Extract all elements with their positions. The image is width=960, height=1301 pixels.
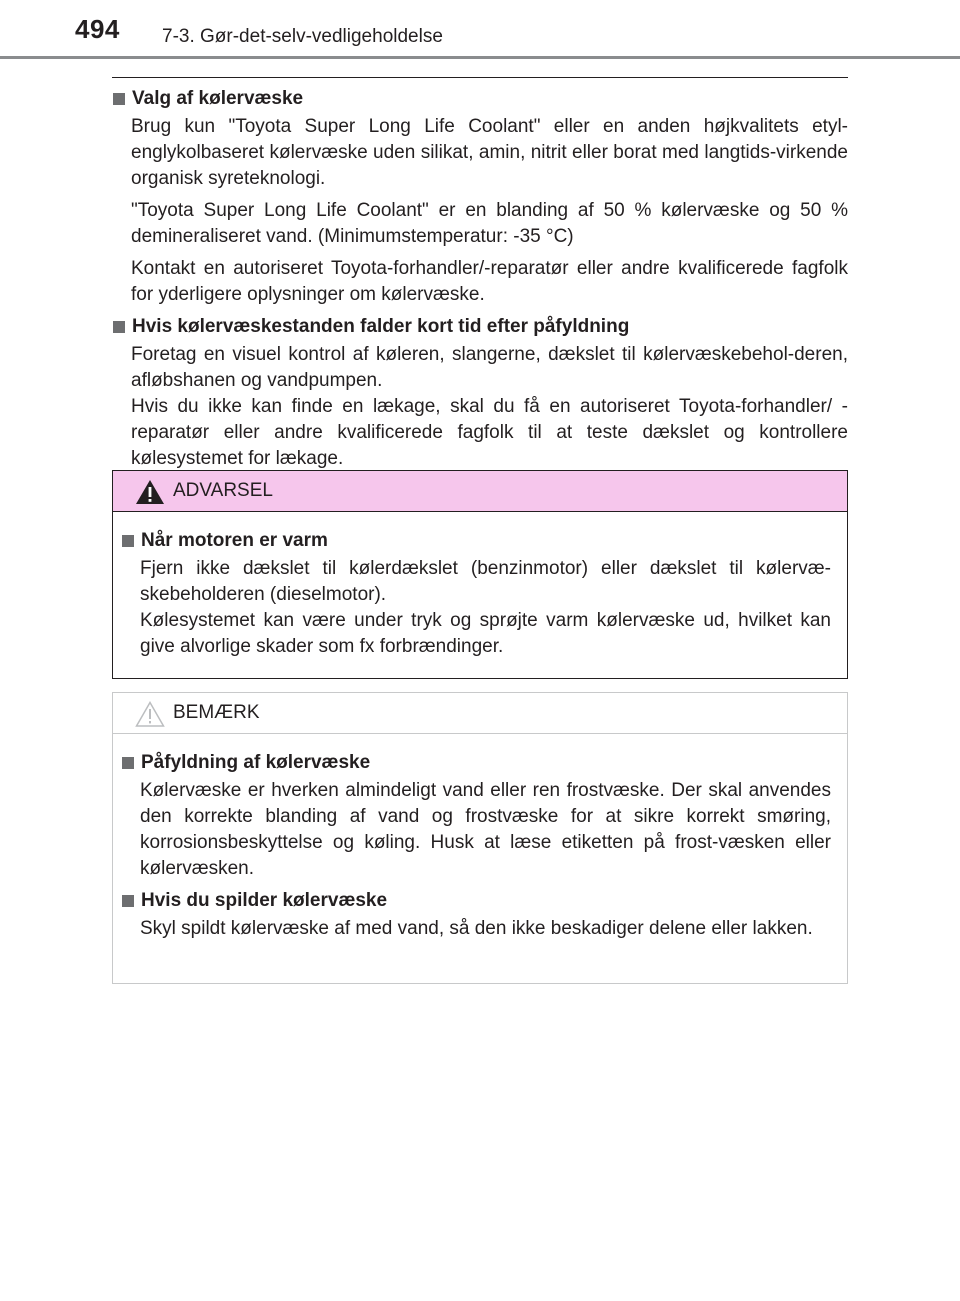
body-paragraph: Kontakt en autoriseret Toyota-forhandler/-reparatør eller andre kvalificerede fagfolk for yderligere oplysninger om kølervæske. [131,258,848,305]
note-box-header [113,693,847,734]
warning-heading [121,528,831,554]
section-title: 7-3. Gør-det-selv-vedligeholdelse [162,26,443,47]
body-paragraph: "Toyota Super Long Life Coolant" er en blanding af 50 % kølervæske og 50 % demineraliseret vand. (Minimumstemperatur: -35 °C) [131,200,848,247]
section-heading [112,86,848,112]
note-box-body [113,734,847,942]
note-heading-text: Påfyldning af kølervæske [141,752,371,773]
square-bullet-icon [113,321,125,333]
note-box [112,692,848,984]
note-label: BEMÆRK [173,702,260,723]
square-bullet-icon [113,93,125,105]
body-paragraph: Brug kun "Toyota Super Long Life Coolant" eller en anden højkvalitets etyl-englykolbaseret kølervæske uden silikat, amin, nitrit eller borat med langtids-virkende organisk syreteknologi. [131,116,848,189]
note-heading [121,750,831,776]
note-text: Skyl spildt kølervæske af med vand, så den ikke beskadiger delene eller lakken. [140,918,813,939]
section-heading-text: Hvis kølervæskestanden falder kort tid efter påfyldning [132,316,630,337]
note-heading-text: Hvis du spilder kølervæske [141,890,388,911]
warning-label: ADVARSEL [173,480,273,501]
section-heading-text: Valg af kølervæske [132,88,304,109]
header-divider [0,56,960,59]
content-divider [112,77,848,78]
warning-heading-text: Når motoren er varm [141,530,328,551]
square-bullet-icon [122,895,134,907]
warning-box [112,470,848,679]
warning-box-header [113,471,847,512]
square-bullet-icon [122,535,134,547]
body-paragraph: Foretag en visuel kontrol af køleren, slangerne, dækslet til kølervæskebehol-deren, afløbshanen og vandpumpen. Hvis du ikke kan finde en lækage, skal du få en autoriseret Toyota-forhandler/ -reparatør eller andre kvalificerede fagfolk til at teste dækslet og kontrollere kølesystemet for lækage. [131,344,848,469]
warning-triangle-icon [135,479,165,505]
square-bullet-icon [122,757,134,769]
section-heading [112,314,848,340]
main-content [112,86,848,478]
page-header [0,0,960,62]
warning-box-body [113,512,847,660]
note-text: Kølervæske er hverken almindeligt vand eller ren frostvæske. Der skal anvendes den korrekte blanding af vand og frostvæske for at sikre korrekt smøring, korrosionsbeskyttelse og køling. Husk at læse etiketten på frost-væsken eller kølervæsken. [140,780,831,879]
warning-text: Fjern ikke dækslet til kølerdækslet (benzinmotor) eller dækslet til kølervæ-skebeholderen (dieselmotor). Kølesystemet kan være under tryk og sprøjte varm kølervæske ud, hvilket kan give alvorlige skader som fx forbrændinger. [140,558,831,657]
caution-triangle-outline-icon [135,701,165,727]
note-heading [121,888,831,914]
page-number: 494 [75,14,120,44]
